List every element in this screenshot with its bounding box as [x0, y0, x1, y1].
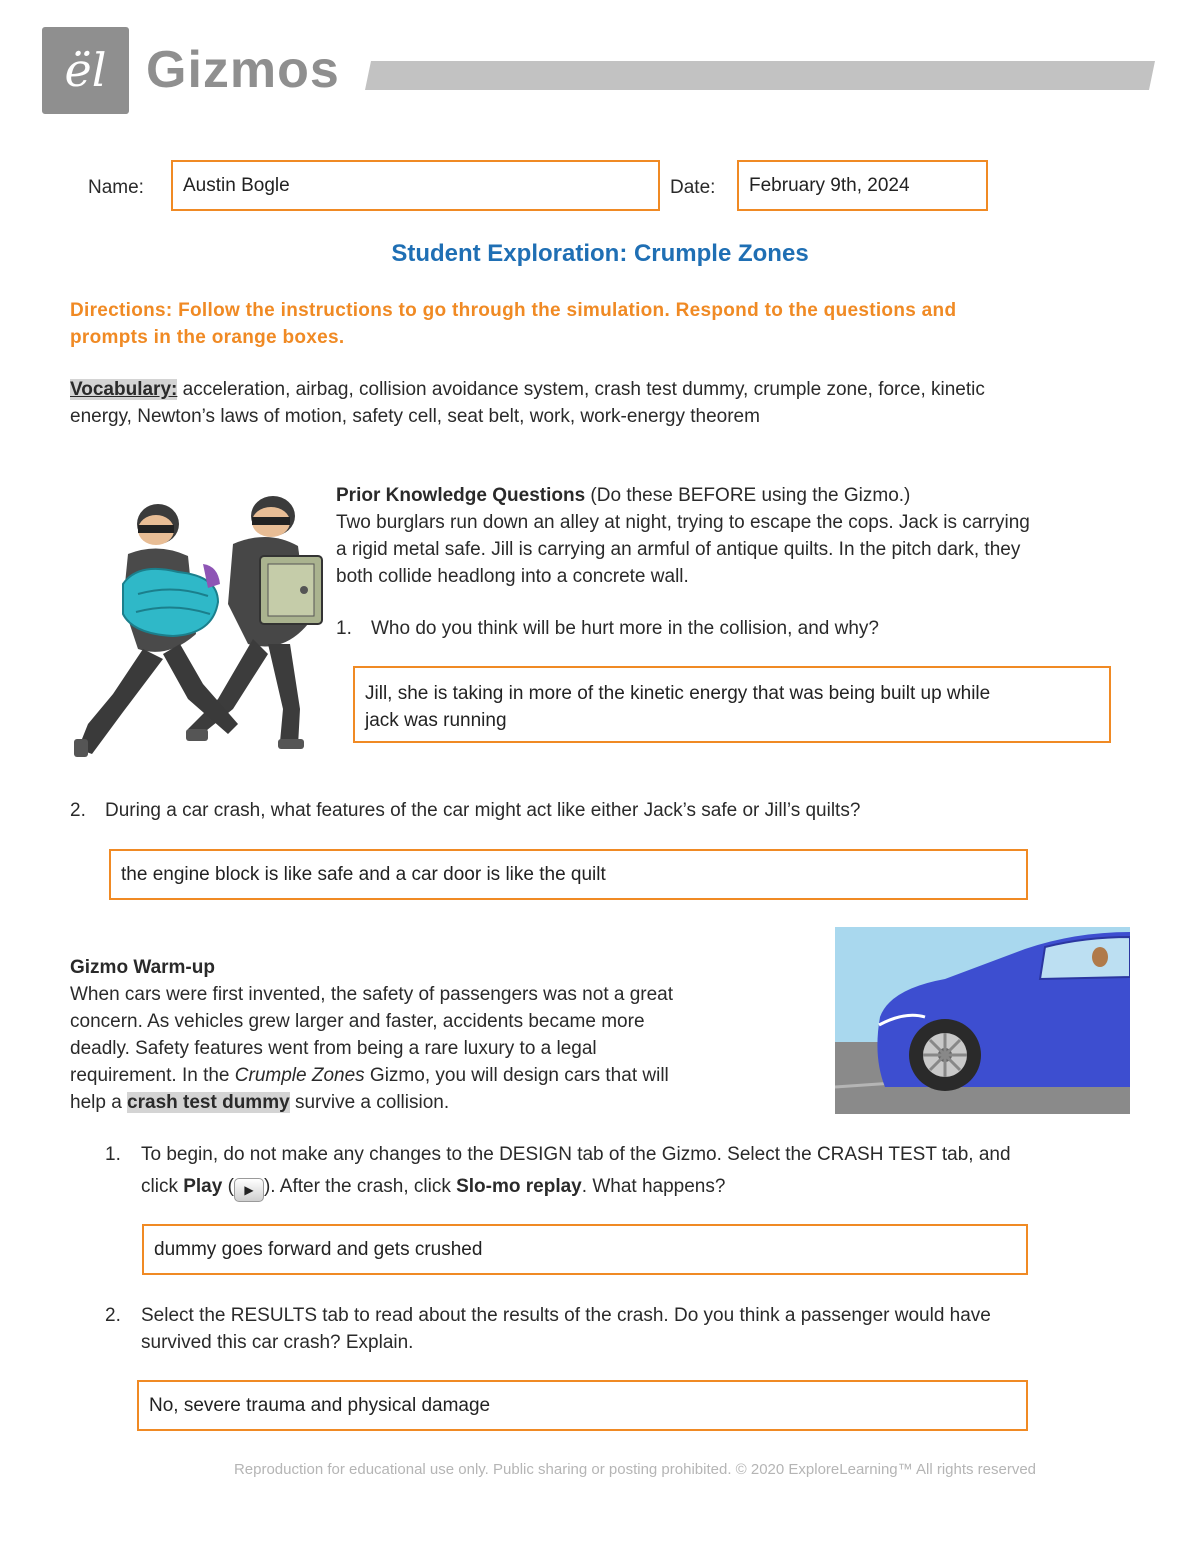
warmup-q2-text — [141, 1302, 991, 1356]
prior-knowledge-heading: Prior Knowledge Questions — [336, 485, 586, 506]
question-2-number: 2. — [70, 800, 86, 821]
warmup-line-4-b: Gizmo, you will design cars that will — [364, 1065, 669, 1086]
warmup-q1-slomo: Slo-mo replay — [456, 1176, 582, 1197]
date-field[interactable] — [737, 160, 988, 211]
warmup-crash-test-dummy: crash test dummy — [127, 1092, 290, 1113]
prior-knowledge — [336, 482, 1030, 590]
directions — [70, 297, 956, 351]
warmup-answer-1-text: dummy goes forward and gets crushed — [154, 1239, 483, 1260]
warmup-answer-2-box[interactable] — [137, 1380, 1028, 1431]
explorelearning-logo-icon: ël — [64, 43, 107, 97]
prior-knowledge-line-2: a rigid metal safe. Jill is carrying an armful of antique quilts. In the pitch dark, they — [336, 539, 1021, 560]
car-image — [835, 927, 1130, 1114]
answer-1-line-1: Jill, she is taking in more of the kinetic energy that was being built up while — [365, 683, 991, 704]
name-field[interactable] — [171, 160, 660, 211]
answer-1-box[interactable] — [353, 666, 1111, 743]
answer-1-line-2: jack was running — [365, 710, 507, 731]
warmup-q1-after: ). After the crash, click — [263, 1176, 457, 1197]
directions-line-2: prompts in the orange boxes. — [70, 327, 345, 348]
play-button-icon: ▶ — [234, 1178, 264, 1202]
vocabulary-line-1: acceleration, airbag, collision avoidance system, crash test dummy, crumple zone, force, kinetic — [177, 379, 985, 400]
prior-knowledge-line-1: Two burglars run down an alley at night, trying to escape the cops. Jack is carrying — [336, 512, 1030, 533]
vocabulary-line-2: energy, Newton’s laws of motion, safety cell, seat belt, work, work-energy theorem — [70, 406, 760, 427]
burglars-illustration — [68, 484, 330, 762]
brand-name: Gizmos — [146, 41, 340, 99]
directions-line-1: Directions: Follow the instructions to go through the simulation. Respond to the questions and — [70, 300, 957, 321]
name-value: Austin Bogle — [183, 175, 290, 196]
warmup-answer-1-box[interactable] — [142, 1224, 1028, 1275]
warmup-q1-number: 1. — [105, 1144, 121, 1165]
vocabulary — [70, 376, 985, 430]
prior-knowledge-note: (Do these BEFORE using the Gizmo.) — [585, 485, 911, 506]
warmup-q1-line-2 — [141, 1173, 725, 1202]
warmup-q1-end: . What happens? — [581, 1176, 726, 1197]
date-value: February 9th, 2024 — [749, 175, 910, 196]
warmup-line-1: When cars were first invented, the safety of passengers was not a great — [70, 984, 674, 1005]
warmup-line-3: deadly. Safety features went from being a rare luxury to a legal — [70, 1038, 597, 1059]
warmup-line-5-a: help a — [70, 1092, 128, 1113]
warmup-q1-line-1: To begin, do not make any changes to the DESIGN tab of the Gizmo. Select the CRASH TEST tab, and — [141, 1144, 1011, 1165]
warmup-gizmo-name: Crumple Zones — [234, 1065, 365, 1086]
warmup-heading: Gizmo Warm-up — [70, 957, 215, 978]
header-bar — [365, 61, 1155, 90]
warmup-q2-line-2: survived this car crash? Explain. — [141, 1332, 414, 1353]
page-title: Student Exploration: Crumple Zones — [391, 240, 809, 267]
vocabulary-label: Vocabulary: — [70, 379, 178, 400]
warmup-q2-line-1: Select the RESULTS tab to read about the results of the crash. Do you think a passenger would have — [141, 1305, 991, 1326]
warmup-q1-click: click — [141, 1176, 184, 1197]
warmup-line-4-a: requirement. In the — [70, 1065, 235, 1086]
warmup-line-2: concern. As vehicles grew larger and faster, accidents became more — [70, 1011, 645, 1032]
prior-knowledge-line-3: both collide headlong into a concrete wall. — [336, 566, 689, 587]
question-2-text: During a car crash, what features of the car might act like either Jack’s safe or Jill’s quilts? — [105, 800, 861, 821]
warmup-q2-number: 2. — [105, 1305, 121, 1326]
warmup — [70, 954, 673, 1116]
question-1-number: 1. — [336, 618, 352, 639]
footer-copyright: Reproduction for educational use only. Public sharing or posting prohibited. © 2020 ExploreLearning™ All rights reserved — [233, 1461, 1037, 1478]
answer-2-text: the engine block is like safe and a car door is like the quilt — [121, 864, 606, 885]
warmup-line-5-b: survive a collision. — [289, 1092, 450, 1113]
answer-2-box[interactable] — [109, 849, 1028, 900]
warmup-q1-paren: ( — [222, 1176, 234, 1197]
question-1-text: Who do you think will be hurt more in the collision, and why? — [371, 618, 879, 639]
warmup-answer-2-text: No, severe trauma and physical damage — [149, 1395, 491, 1416]
warmup-q1-play: Play — [183, 1176, 223, 1197]
date-label: Date: — [670, 177, 716, 198]
name-label: Name: — [88, 177, 144, 198]
